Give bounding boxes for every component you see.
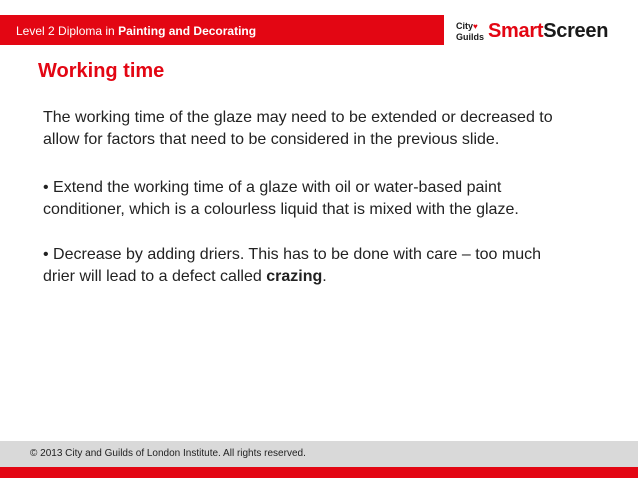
header-subject: Painting and Decorating <box>118 24 257 38</box>
smartscreen-logo <box>456 19 626 45</box>
smartscreen-wordmark <box>488 20 608 43</box>
intro-paragraph: The working time of the glaze may need to be extended or decreased to allow for factors that need to be considered in the previous slide. <box>43 109 553 148</box>
heart-icon: ♥ <box>473 22 478 31</box>
city-and-guilds-logo <box>456 21 488 43</box>
cg-line1: City <box>456 21 474 31</box>
copyright-text: © 2013 City and Guilds of London Institute. All rights reserved. <box>30 448 306 459</box>
wordmark-smart: Smart <box>488 20 544 42</box>
header-title <box>16 24 256 38</box>
bullet-decrease-text: • Decrease by adding driers. This has to be done with care – too much drier will lead to a defect called <box>43 246 542 285</box>
header-prefix: Level 2 Diploma in <box>16 24 119 38</box>
slide-title: Working time <box>38 60 165 82</box>
wordmark-screen: Screen <box>543 20 609 42</box>
bullet-decrease <box>43 244 563 288</box>
header-bar <box>0 15 444 45</box>
bottom-accent-bar <box>0 467 638 478</box>
bullet-extend: • Extend the working time of a glaze with oil or water-based paint conditioner, which is a colourless liquid that is mixed with the glaze. <box>43 179 519 218</box>
footer-bar <box>0 441 638 467</box>
slide-body <box>43 107 563 288</box>
cg-line2: Guilds <box>456 32 485 42</box>
bullet-decrease-end: . <box>322 268 327 285</box>
crazing-term: crazing <box>266 268 323 285</box>
